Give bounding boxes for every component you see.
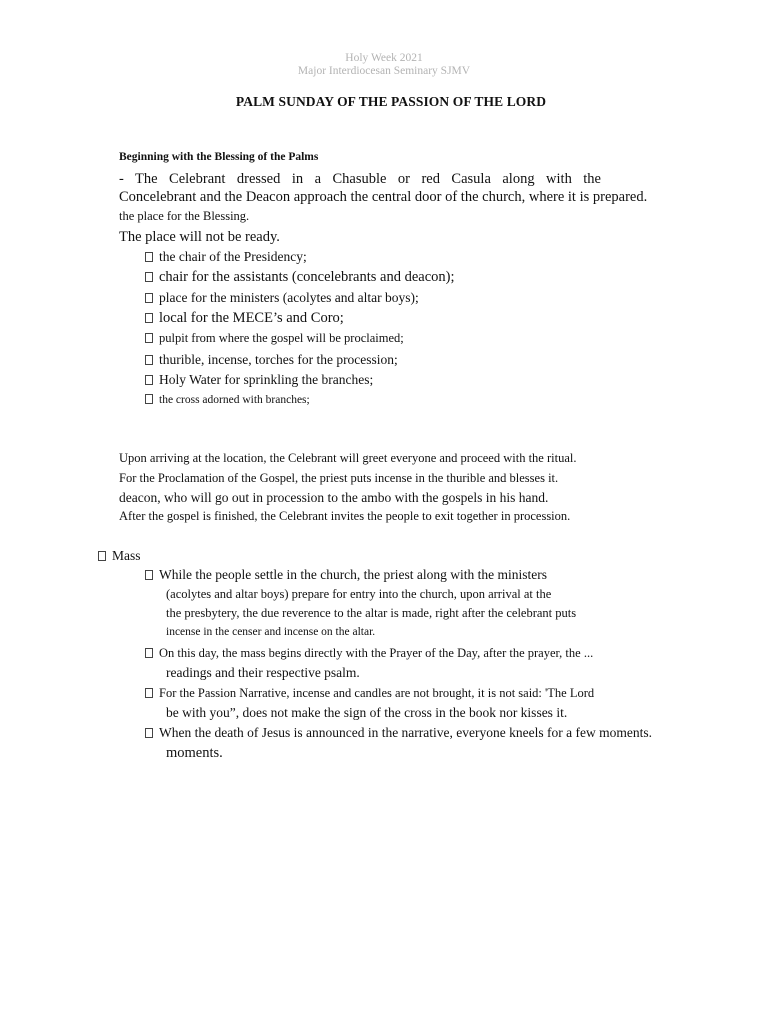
bullet-box-icon [145,375,153,385]
paragraph-gospel-proclamation: For the Proclamation of the Gospel, the priest puts incense in the thurible and blesses it. [119,471,559,485]
list-item-text: Holy Water for sprinkling the branches; [159,372,374,387]
intro-line-2: Concelebrant and the Deacon approach the central door of the church, where it is prepared. [119,189,648,205]
list-item [145,331,404,346]
mass-item [145,725,652,741]
paragraph-arrival: Upon arriving at the location, the Celebrant will greet everyone and proceed with the ritual. [119,451,577,465]
mass-item-text: On this day, the mass begins directly with the Prayer of the Day, after the prayer, the ... [159,646,594,660]
list-item-text: the chair of the Presidency; [159,249,307,264]
bullet-box-icon [145,293,153,303]
list-item-text: pulpit from where the gospel will be proclaimed; [159,331,404,345]
bullet-box-icon [145,272,153,282]
mass-item-text: For the Passion Narrative, incense and candles are not brought, it is not said: 'The Lord [159,686,595,700]
mass-label: Mass [112,548,141,563]
list-item-text: thurible, incense, torches for the procession; [159,352,398,367]
bullet-box-icon [145,570,153,580]
list-item [145,352,398,368]
bullet-box-icon [98,551,106,561]
paragraph-deacon-procession: deacon, who will go out in procession to the ambo with the gospels in his hand. [119,490,549,505]
mass-item-continuation: (acolytes and altar boys) prepare for entry into the church, upon arrival at the [166,587,552,601]
bullet-box-icon [145,333,153,343]
list-item [145,290,419,306]
bullet-box-icon [145,394,153,404]
paragraph-gospel-finished: After the gospel is finished, the Celebrant invites the people to exit together in procession. [119,509,571,523]
mass-item-continuation: readings and their respective psalm. [166,665,360,680]
intro-line-4: The place will not be ready. [119,229,280,245]
list-item [145,249,307,265]
list-item [145,394,310,406]
mass-item [145,646,593,661]
intro-line-3: the place for the Blessing. [119,209,250,223]
mass-item [145,567,547,583]
bullet-box-icon [145,648,153,658]
bullet-box-icon [145,688,153,698]
list-item-text: local for the MECE’s and Coro; [159,310,344,326]
mass-item-continuation: moments. [166,745,223,761]
intro-line-1: - The Celebrant dressed in a Chasuble or red Casula along with the [119,171,601,187]
list-item [145,372,373,388]
mass-item [145,686,594,701]
header-event: Holy Week 2021 [345,52,423,64]
bullet-box-icon [145,728,153,738]
list-item-text: chair for the assistants (concelebrants and deacon); [159,269,455,285]
list-item [145,310,344,327]
list-item-text: place for the ministers (acolytes and altar boys); [159,290,419,305]
mass-item-text: When the death of Jesus is announced in the narrative, everyone kneels for a few moments. [159,725,652,740]
list-item-text: the cross adorned with branches; [159,394,310,406]
section-heading: Beginning with the Blessing of the Palms [119,151,319,163]
header-institution: Major Interdiocesan Seminary SJMV [297,65,471,77]
list-item [145,269,455,286]
mass-heading [98,548,141,564]
mass-item-text: While the people settle in the church, the priest along with the ministers [159,567,548,582]
bullet-box-icon [145,252,153,262]
page-title: PALM SUNDAY OF THE PASSION OF THE LORD [235,94,547,109]
mass-item-continuation: be with you”, does not make the sign of the cross in the book nor kisses it. [166,705,568,720]
mass-item-continuation: the presbytery, the due reverence to the altar is made, right after the celebrant puts [166,606,577,620]
bullet-box-icon [145,313,153,323]
mass-item-continuation: incense in the censer and incense on the altar. [166,626,376,638]
bullet-box-icon [145,355,153,365]
